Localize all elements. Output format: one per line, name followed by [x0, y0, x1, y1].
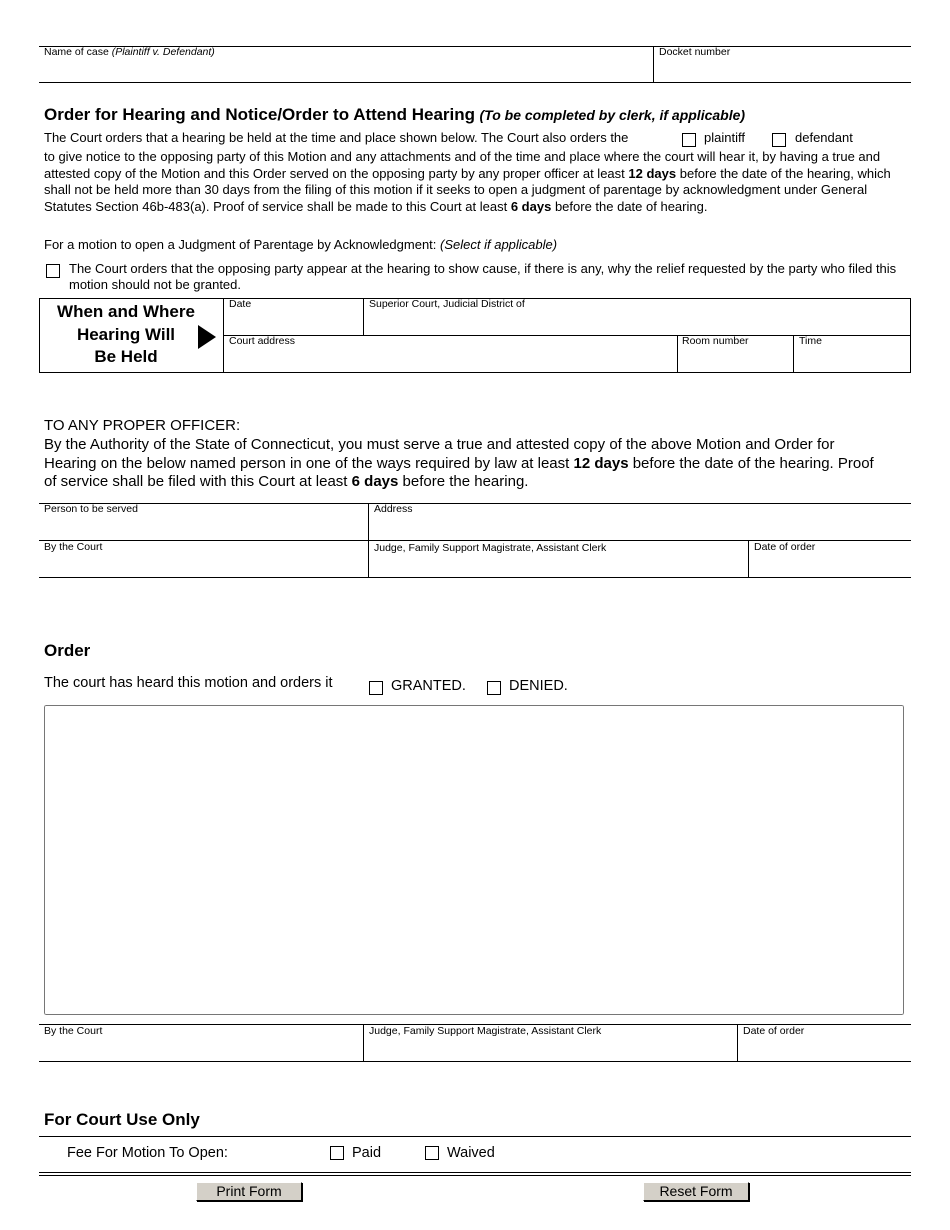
waived-checkbox[interactable] — [425, 1146, 439, 1160]
court-address-field[interactable] — [229, 351, 671, 369]
date-divider — [363, 298, 364, 335]
order-judge-field[interactable] — [369, 1041, 731, 1059]
denied-label: DENIED. — [509, 678, 568, 694]
superior-court-field[interactable] — [369, 314, 904, 332]
room-number-label: Room number — [682, 335, 749, 347]
defendant-checkbox[interactable] — [772, 133, 786, 147]
order-heading: Order — [44, 641, 91, 660]
show-cause-checkbox[interactable] — [46, 264, 60, 278]
defendant-label: defendant — [795, 130, 853, 145]
officer-by-court-field[interactable] — [44, 557, 362, 575]
order-by-court-field[interactable] — [44, 1041, 357, 1059]
person-to-be-served-field[interactable] — [44, 519, 362, 537]
officer-heading: TO ANY PROPER OFFICER: — [44, 417, 241, 434]
officer-date-of-order-label: Date of order — [754, 541, 816, 553]
parentage-line: For a motion to open a Judgment of Parentage by Acknowledgment: (Select if applicable) — [44, 237, 558, 252]
paid-label: Paid — [352, 1145, 382, 1161]
service-bottom-rule — [39, 577, 911, 578]
time-label: Time — [799, 335, 822, 347]
officer-by-court-label: By the Court — [44, 541, 103, 553]
person-to-be-served-label: Person to be served — [44, 503, 138, 515]
address-label: Address — [374, 503, 413, 515]
docket-number-field[interactable] — [659, 62, 904, 80]
docket-number-label: Docket number — [659, 46, 731, 58]
reset-form-button[interactable]: Reset Form — [643, 1182, 749, 1201]
hearing-date-label: Date — [229, 298, 252, 310]
officer-judge-field[interactable] — [374, 557, 742, 575]
order-sign-bottom-rule — [39, 1061, 911, 1062]
plaintiff-label: plaintiff — [704, 130, 745, 145]
name-of-case-label: Name of case (Plaintiff v. Defendant) — [44, 46, 215, 58]
court-address-label: Court address — [229, 335, 295, 347]
order-judge-label: Judge, Family Support Magistrate, Assistant Clerk — [369, 1025, 602, 1037]
address-field[interactable] — [374, 519, 904, 537]
hearing-date-field[interactable] — [229, 314, 357, 332]
time-field[interactable] — [799, 351, 905, 369]
hearing-order-title: Order for Hearing and Notice/Order to Attend Hearing (To be completed by clerk, if applicable) — [44, 105, 746, 124]
service-divider — [368, 503, 369, 578]
print-form-button[interactable]: Print Form — [196, 1182, 302, 1201]
hearing-notice-paragraph: to give notice to the opposing party of this Motion and any attachments and of the time and place where the court will hear it, by having a true and attested copy of the Motion and this Order served on the opposing party by any proper officer at least 12 days before the date of the hearing, which shall not be held more than 30 days from the filing of this motion if it seeks to open a judgment of parentage by acknowledgment under General Statutes Section 46b-483(a). Proof of service shall be made to this Court at least 6 days before the date of hearing. — [44, 149, 891, 214]
order-sign-divider — [363, 1024, 364, 1062]
room-number-field[interactable] — [682, 351, 788, 369]
order-date-of-order-label: Date of order — [743, 1025, 805, 1037]
order-date-divider — [737, 1024, 738, 1062]
room-divider — [677, 335, 678, 373]
name-of-case-field[interactable] — [44, 62, 644, 80]
court-use-bottom-rule-1 — [39, 1172, 911, 1173]
service-date-divider — [748, 540, 749, 578]
arrow-right-icon — [198, 325, 216, 349]
granted-label: GRANTED. — [391, 678, 466, 694]
officer-paragraph: By the Authority of the State of Connecticut, you must serve a true and attested copy of the above Motion and Order for Hearing on the below named person in one of the ways required by law at least 12 days before the date of the hearing. Proof of service shall be filed with this Court at least 6 days before the hearing. — [44, 436, 874, 490]
court-use-heading: For Court Use Only — [44, 1110, 200, 1129]
when-where-heading: When and Where Hearing Will Be Held — [57, 302, 195, 366]
order-by-court-label: By the Court — [44, 1025, 103, 1037]
plaintiff-checkbox[interactable] — [682, 133, 696, 147]
order-date-of-order-field[interactable] — [743, 1041, 904, 1059]
header-bottom-rule — [39, 82, 911, 83]
paid-checkbox[interactable] — [330, 1146, 344, 1160]
fee-label: Fee For Motion To Open: — [67, 1145, 228, 1161]
header-divider — [653, 46, 654, 83]
court-use-top-rule — [39, 1136, 911, 1137]
denied-checkbox[interactable] — [487, 681, 501, 695]
superior-court-label: Superior Court, Judicial District of — [369, 298, 525, 310]
granted-checkbox[interactable] — [369, 681, 383, 695]
waived-label: Waived — [447, 1145, 495, 1161]
officer-judge-label: Judge, Family Support Magistrate, Assistant Clerk — [374, 542, 607, 554]
order-details-field[interactable] — [44, 705, 904, 1015]
officer-date-of-order-field[interactable] — [754, 557, 904, 575]
hearing-intro-line: The Court orders that a hearing be held at the time and place shown below. The Court also orders the — [44, 130, 629, 145]
service-top-rule — [39, 503, 911, 504]
time-divider — [793, 335, 794, 373]
show-cause-text: The Court orders that the opposing party appear at the hearing to show cause, if there is any, why the relief requested by the party who filed this motion should not be granted. — [69, 261, 897, 292]
order-text: The court has heard this motion and orders it — [44, 675, 333, 691]
court-use-bottom-rule-2 — [39, 1175, 911, 1176]
